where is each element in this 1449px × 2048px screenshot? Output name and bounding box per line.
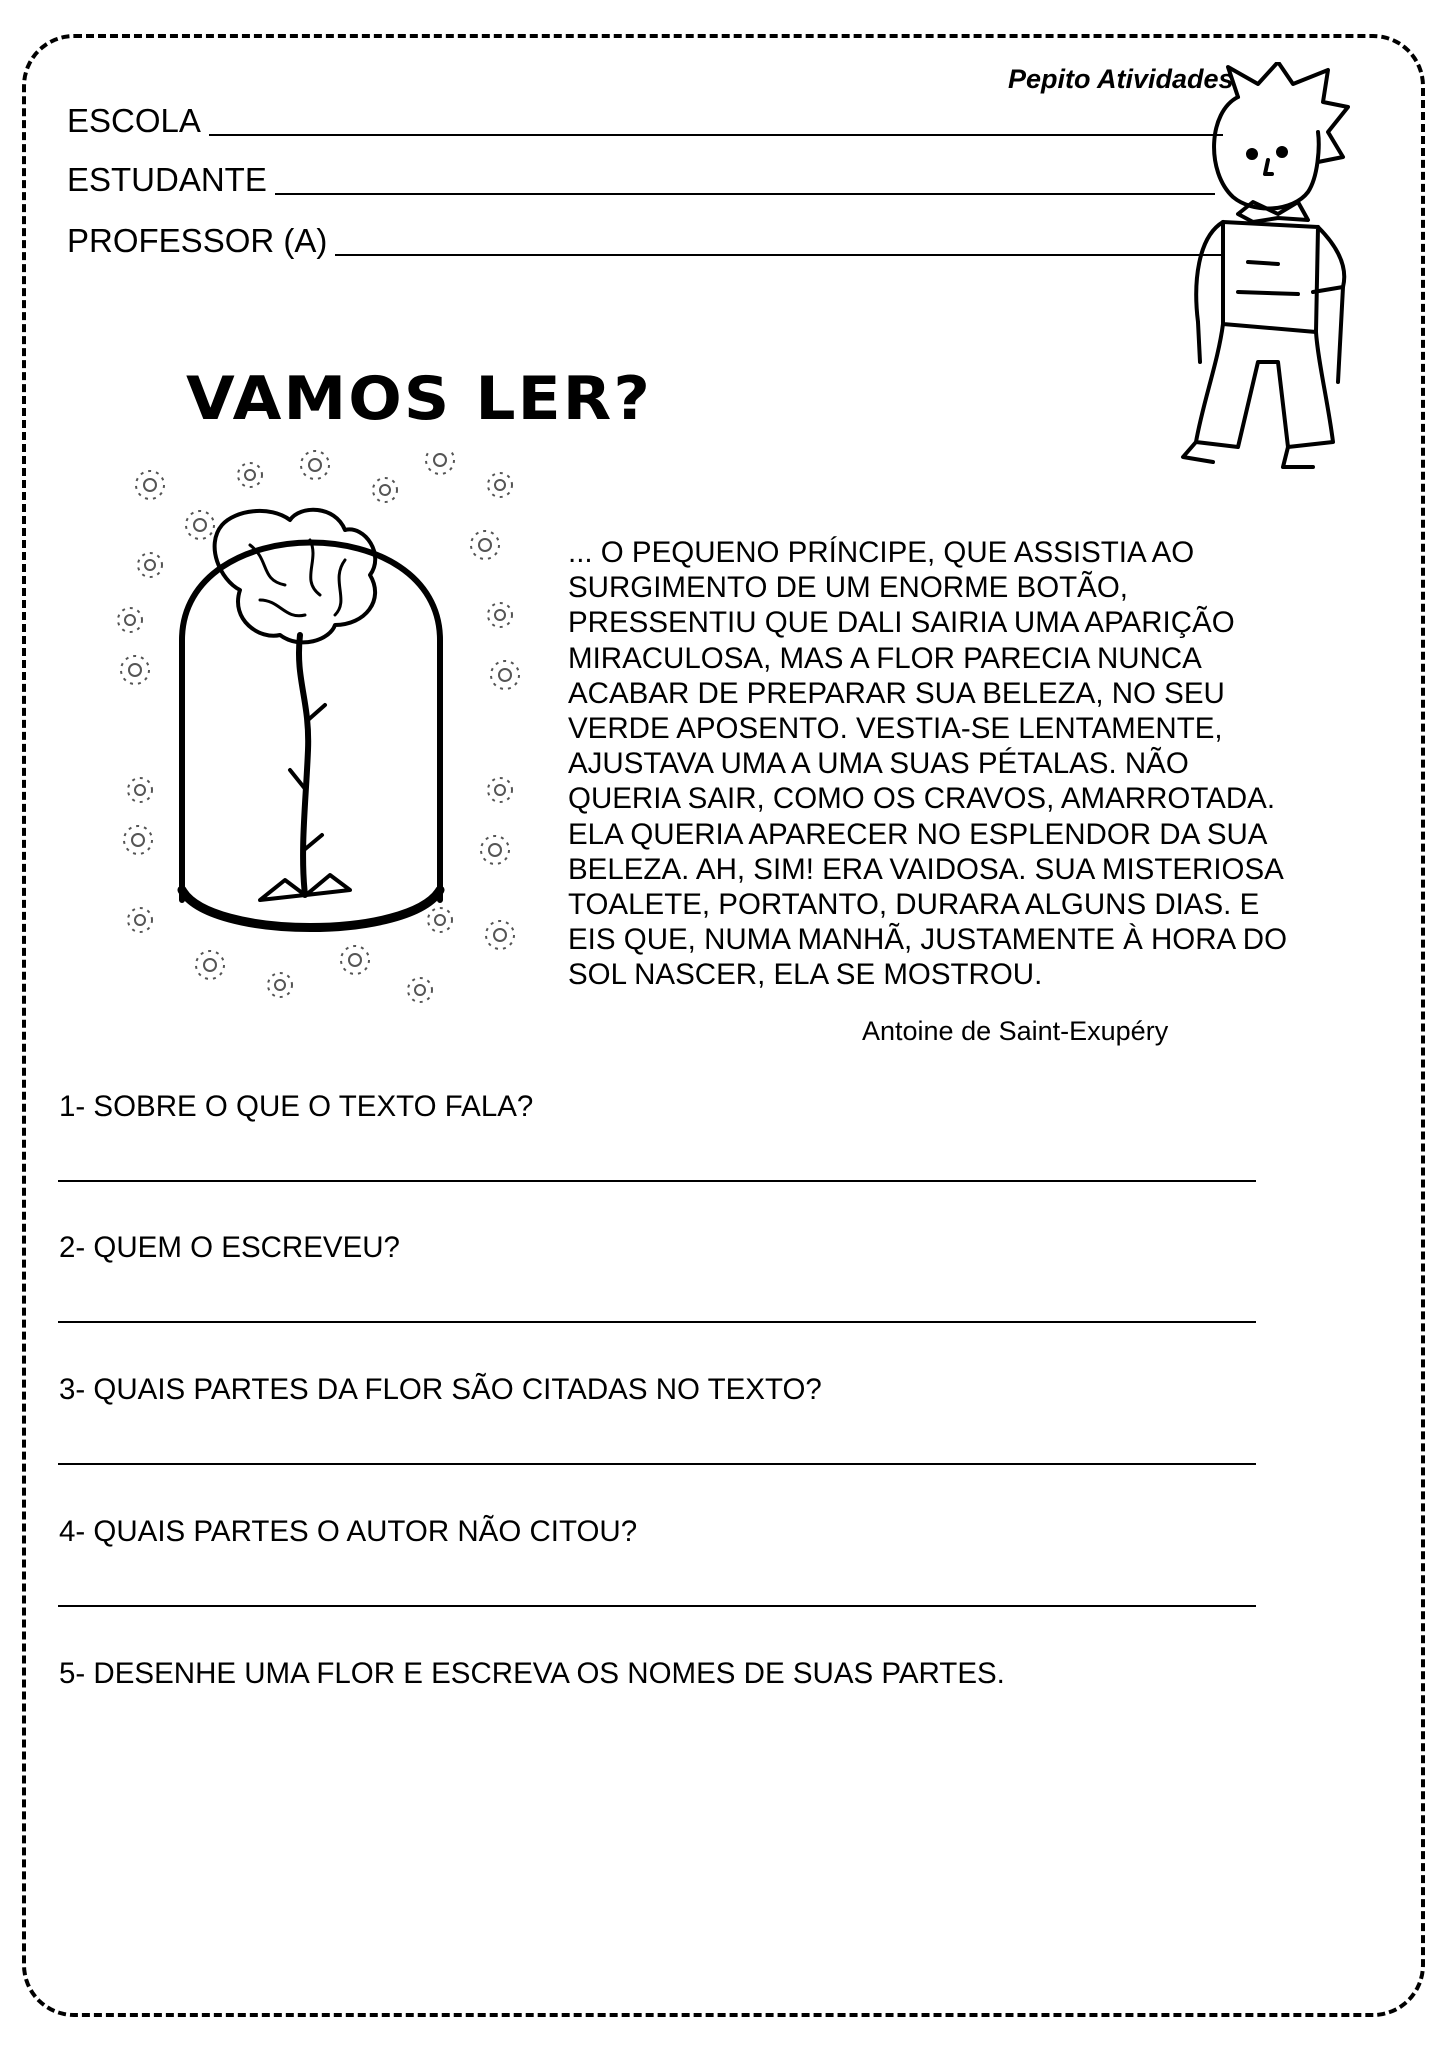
little-prince-illustration: [1168, 62, 1378, 482]
passage-line: VERDE APOSENTO. VESTIA-SE LENTAMENTE,: [568, 712, 1223, 746]
answer-line-4[interactable]: [58, 1605, 1256, 1607]
passage-line: QUERIA SAIR, COMO OS CRAVOS, AMARROTADA.: [568, 782, 1276, 816]
passage-line: ACABAR DE PREPARAR SUA BELEZA, NO SEU: [568, 676, 1225, 710]
teacher-line[interactable]: [335, 228, 1223, 256]
passage-line: MIRACULOSA, MAS A FLOR PARECIA NUNCA: [568, 641, 1202, 675]
teacher-label: PROFESSOR (A): [67, 222, 328, 259]
question-3: 3- QUAIS PARTES DA FLOR SÃO CITADAS NO TEXTO?: [59, 1373, 822, 1406]
passage-line: SOL NASCER, ELA SE MOSTROU.: [568, 958, 1043, 992]
answer-line-3[interactable]: [58, 1463, 1256, 1465]
reading-title: VAMOS LER?: [186, 364, 653, 434]
passage-line: ... O PEQUENO PRÍNCIPE, QUE ASSISTIA AO: [568, 536, 1195, 569]
passage-line: ELA QUERIA APARECER NO ESPLENDOR DA SUA: [568, 817, 1268, 851]
passage-line: EIS QUE, NUMA MANHÃ, JUSTAMENTE À HORA DO: [568, 923, 1288, 957]
answer-line-2[interactable]: [58, 1321, 1256, 1323]
question-2: 2- QUEM O ESCREVEU?: [59, 1231, 400, 1264]
drawing-area[interactable]: [58, 1710, 1388, 1990]
student-field[interactable]: [67, 161, 1215, 198]
passage-line: SURGIMENTO DE UM ENORME BOTÃO,: [568, 571, 1128, 605]
passage-line: AJUSTAVA UMA A UMA SUAS PÉTALAS. NÃO: [568, 747, 1189, 781]
passage-line: PRESSENTIU QUE DALI SAIRIA UMA APARIÇÃO: [568, 606, 1235, 640]
brand-label: Pepito Atividades: [1008, 64, 1234, 94]
reading-passage: [568, 535, 1358, 993]
passage-line: TOALETE, PORTANTO, DURARA ALGUNS DIAS. E: [568, 888, 1260, 922]
school-field[interactable]: [67, 102, 1223, 139]
teacher-field[interactable]: [67, 222, 1223, 259]
school-label: ESCOLA: [67, 102, 201, 139]
question-1: 1- SOBRE O QUE O TEXTO FALA?: [59, 1090, 534, 1123]
question-4: 4- QUAIS PARTES O AUTOR NÃO CITOU?: [59, 1515, 638, 1548]
answer-line-1[interactable]: [58, 1180, 1256, 1182]
passage-line: BELEZA. AH, SIM! ERA VAIDOSA. SUA MISTERIOSA: [568, 852, 1284, 886]
student-line[interactable]: [275, 167, 1215, 195]
rose-under-glass-dome-illustration: [110, 450, 530, 1020]
school-line[interactable]: [209, 108, 1223, 136]
question-5: 5- DESENHE UMA FLOR E ESCREVA OS NOMES DE SUAS PARTES.: [59, 1657, 1005, 1690]
student-label: ESTUDANTE: [67, 161, 267, 198]
passage-author: Antoine de Saint-Exupéry: [862, 1016, 1169, 1046]
